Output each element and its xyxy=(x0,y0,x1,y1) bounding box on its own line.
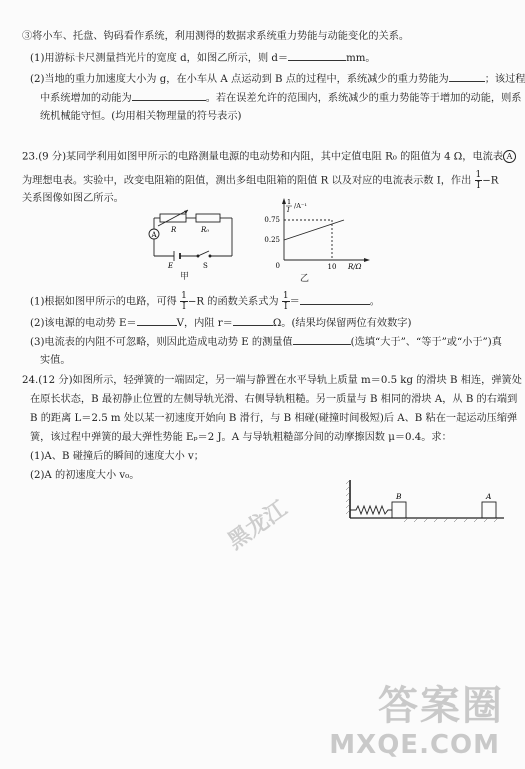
q23-part3-line1: (3)电流表的内阻不可忽略，则因此造成电动势 E 的测量值 (选填“大于”、“等于”或“小于”)真 xyxy=(30,337,502,348)
q22-part2-line1: (2)当地的重力加速度大小为 g，在小车从 A 点运动到 B 点的过程中，系统减少的重力势能为 ；该过程 xyxy=(30,74,525,85)
watermark-logo: 答案圈 xyxy=(378,683,504,729)
switch-label: S xyxy=(203,262,208,270)
q24-question1: (1)A、B 碰撞后的瞬间的速度大小 v； xyxy=(30,451,204,462)
ammeter-label: A xyxy=(151,231,157,239)
answer-blank[interactable] xyxy=(449,72,485,82)
spring xyxy=(350,506,392,514)
resistance-box-label: R xyxy=(171,226,177,234)
resistor-R0 xyxy=(196,214,220,222)
y-axis-unit: /A⁻¹ xyxy=(294,202,307,210)
q23-heading-line2: 为理想电表。实验中，改变电阻箱的阻值，测出多组电阻箱的阻值 R 以及对应的电流表示数 I，作出 $\frac{1}{I}$ −R xyxy=(22,170,499,191)
emf-label: E xyxy=(168,262,174,270)
ammeter-icon: A xyxy=(503,150,516,163)
q22-part2-line2: 中系统增加的动能为 。若在误差允许的范围内，系统减少的重力势能等于增加的动能，则系 xyxy=(40,93,522,104)
q24-text-line3: B 的距离 L＝2.5 m 处以某一初速度开始向 B 滑行，与 B 相碰(碰撞时间极短)后 A、B 粘在一起运动压缩弹 xyxy=(30,413,518,424)
watermark-stamp: 黑龙江 xyxy=(222,495,292,555)
circuit-diagram xyxy=(140,208,240,278)
reciprocal-current-graph xyxy=(256,196,376,276)
answer-blank[interactable] xyxy=(300,295,370,305)
x-axis-label: R/Ω xyxy=(348,263,362,271)
block-B xyxy=(392,502,406,518)
block-A xyxy=(482,502,496,518)
svg-text:I: I xyxy=(287,206,290,214)
q24-text-line2: 在原长状态，B 最初静止位置的左侧导轨光滑、右侧导轨粗糙。另一质量与 B 相同的滑块 A，从 B 的右端到 xyxy=(30,394,518,405)
q23-heading-line1: 23.(9 分)某同学利用如图甲所示的电路测量电源的电动势和内阻，其中定值电阻 R₀ 的阻值为 4 Ω，电流表 A xyxy=(22,150,500,165)
x-tick-label: 0 xyxy=(275,262,280,270)
reciprocal-i-fraction: $\frac{1}{I}$ xyxy=(475,170,482,191)
answer-blank[interactable] xyxy=(293,335,351,345)
answer-blank[interactable] xyxy=(288,51,346,61)
q24-text-line4: 簧，该过程中弹簧的最大弹性势能 Eₚ＝2 J。A 与导轨粗糙部分间的动摩擦因数 μ＝0.4。求： xyxy=(30,432,452,443)
r0-label: R₀ xyxy=(201,226,210,234)
q22-part1: (1)用游标卡尺测量挡光片的宽度 d，如图乙所示，则 d＝ mm。 xyxy=(30,53,376,64)
answer-blank[interactable] xyxy=(233,316,273,326)
q23-part2: (2)该电源的电动势 E＝ V，内阻 r＝ Ω。(结果均保留两位有效数字) xyxy=(30,318,412,329)
spring-block-figure xyxy=(344,476,508,526)
q24-text-line1: 24.(12 分)如图所示，轻弹簧的一端固定，另一端与静置在水平导轨上质量 m＝0.5 kg 的滑块 B 相连，弹簧处 xyxy=(22,375,522,386)
q23-heading-line3: 关系图像如图乙所示。 xyxy=(22,193,124,204)
fit-line xyxy=(284,220,344,240)
y-tick-label: 0.25 xyxy=(264,236,280,244)
block-A-label: A xyxy=(486,492,492,501)
q22-step3: ③将小车、托盘、钩码看作系统，利用测得的数据求系统重力势能与动能变化的关系。 xyxy=(22,31,410,42)
q24-question2: (2)A 的初速度大小 v₀。 xyxy=(30,470,140,481)
x-tick-label: 10 xyxy=(327,263,337,271)
block-B-label: B xyxy=(396,492,402,501)
svg-text:1: 1 xyxy=(287,198,292,206)
watermark-site: MXQE.COM xyxy=(329,730,500,761)
q23-part3-line2: 实值。 xyxy=(40,355,71,366)
q22-part2-line3: 统机械能守恒。(均用相关物理量的符号表示) xyxy=(40,111,242,122)
answer-blank[interactable] xyxy=(137,316,177,326)
q23-part1: (1)根据如图甲所示的电路，可得 $\frac{1}{I}$ −R 的函数关系式为 $\frac{1}{I}$ ＝ 。 xyxy=(30,291,380,312)
y-tick-label: 0.75 xyxy=(264,216,280,224)
graph-caption: 乙 xyxy=(300,274,310,284)
circuit-caption: 甲 xyxy=(180,272,190,282)
answer-blank[interactable] xyxy=(132,91,206,101)
